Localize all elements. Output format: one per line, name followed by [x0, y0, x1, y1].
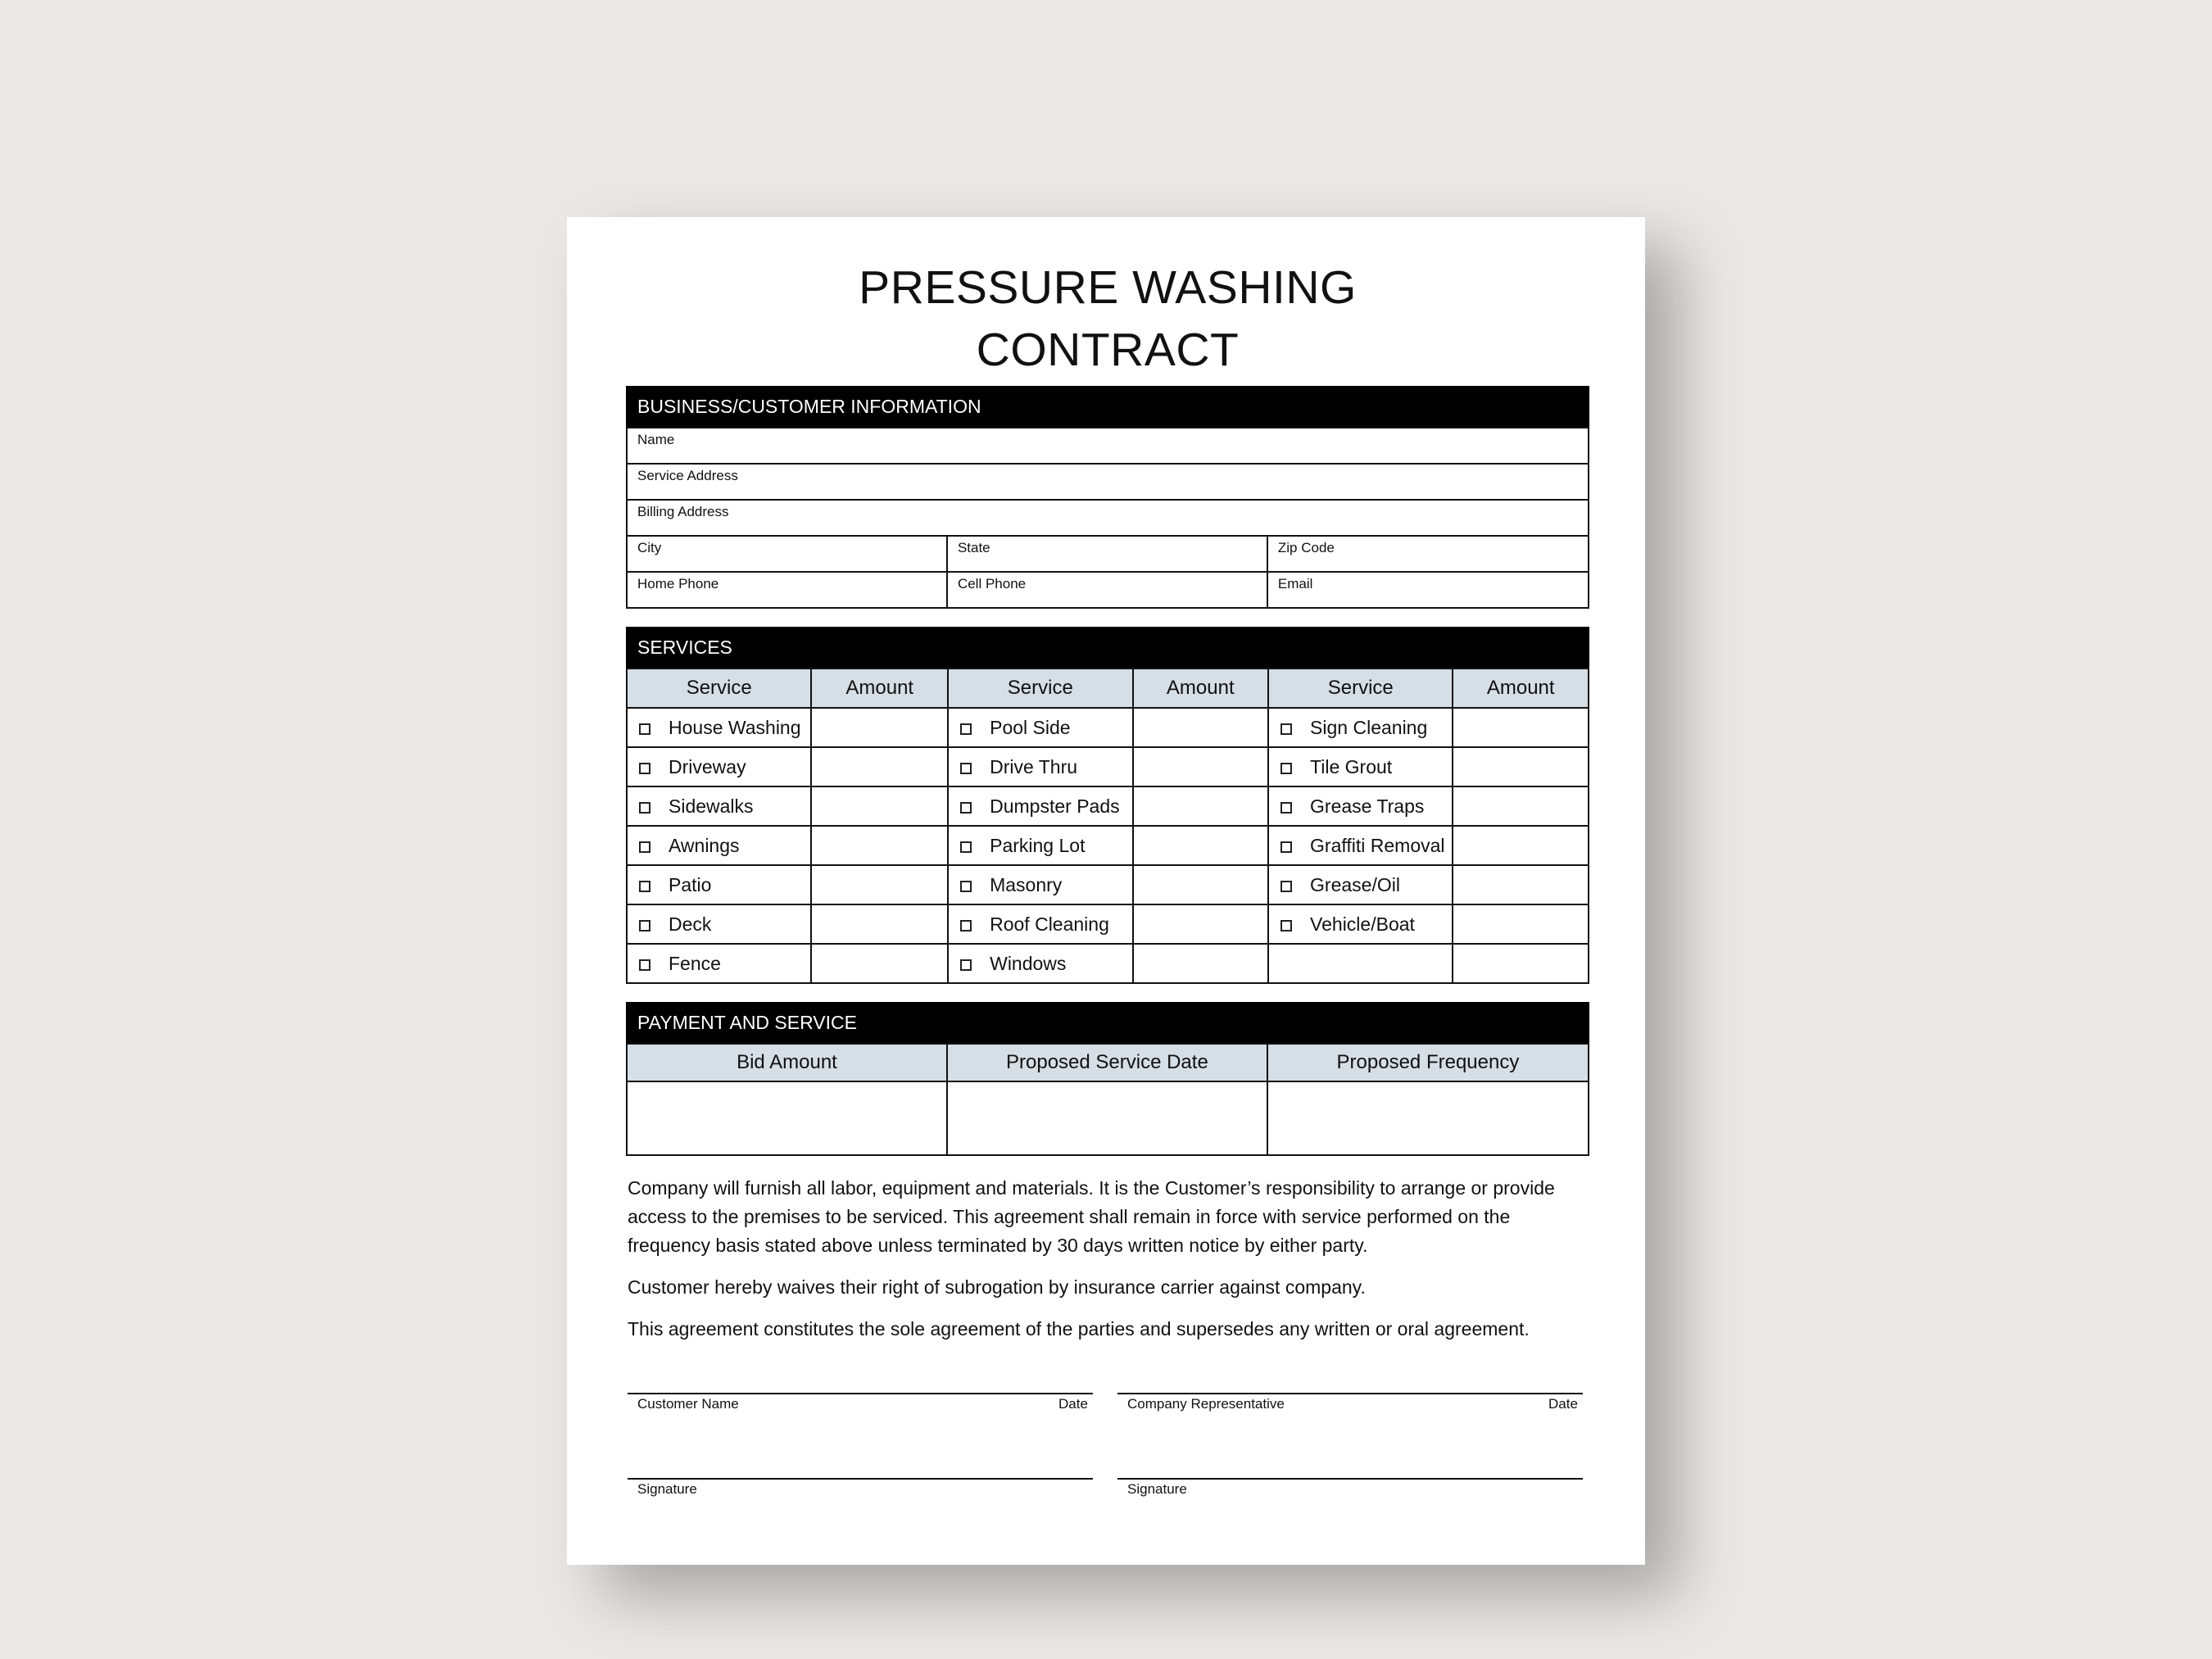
- service-checkbox[interactable]: [639, 881, 650, 892]
- terms-block: [626, 1174, 1589, 1344]
- service-cell[interactable]: [1268, 747, 1453, 786]
- terms-paragraph-2: Customer hereby waives their right of subrogation by insurance carrier against company.: [628, 1276, 1366, 1298]
- service-checkbox[interactable]: [1281, 763, 1292, 774]
- billing-address-label: Billing Address: [637, 504, 729, 519]
- amount-cell[interactable]: [1133, 747, 1269, 786]
- service-checkbox[interactable]: [1281, 802, 1292, 814]
- service-row: [627, 944, 1589, 983]
- service-label: Windows: [990, 952, 1067, 974]
- service-cell[interactable]: [627, 865, 811, 904]
- proposed-service-date-cell[interactable]: [947, 1081, 1267, 1155]
- amount-cell[interactable]: [1133, 708, 1269, 747]
- amount-cell[interactable]: [811, 708, 948, 747]
- amount-cell[interactable]: [811, 786, 948, 826]
- service-cell[interactable]: [1268, 786, 1453, 826]
- service-checkbox[interactable]: [1281, 723, 1292, 735]
- service-label: Tile Grout: [1310, 755, 1393, 777]
- service-label: Sign Cleaning: [1310, 716, 1428, 738]
- zip-field[interactable]: [1267, 536, 1589, 572]
- service-label: Driveway: [669, 755, 746, 777]
- state-field[interactable]: [947, 536, 1267, 572]
- payment-table: [626, 1043, 1589, 1156]
- company-signature-line[interactable]: [1117, 1478, 1583, 1480]
- zip-label: Zip Code: [1277, 540, 1335, 555]
- amount-cell[interactable]: [1453, 747, 1589, 786]
- service-column-header: Service: [1268, 669, 1453, 708]
- amount-column-header: Amount: [1133, 669, 1269, 708]
- service-cell[interactable]: [1268, 904, 1453, 944]
- name-label: Name: [637, 432, 675, 447]
- service-checkbox[interactable]: [639, 841, 650, 853]
- service-row: [627, 904, 1589, 944]
- services-table: [626, 668, 1589, 984]
- customer-signature-label: Signature: [637, 1481, 697, 1497]
- billing-address-field[interactable]: [627, 500, 1589, 536]
- business-section: [626, 386, 1589, 609]
- service-checkbox[interactable]: [639, 763, 650, 774]
- service-label: Grease Traps: [1310, 795, 1425, 817]
- proposed-frequency-header: Proposed Frequency: [1267, 1044, 1589, 1081]
- service-label: Graffiti Removal: [1310, 834, 1445, 856]
- amount-column-header: Amount: [811, 669, 948, 708]
- service-label: Sidewalks: [669, 795, 754, 817]
- service-column-header: Service: [948, 669, 1132, 708]
- service-checkbox[interactable]: [639, 920, 650, 931]
- amount-cell[interactable]: [811, 865, 948, 904]
- service-cell[interactable]: [1268, 865, 1453, 904]
- bid-amount-header: Bid Amount: [627, 1044, 947, 1081]
- service-address-label: Service Address: [637, 468, 738, 483]
- amount-cell[interactable]: [1453, 708, 1589, 747]
- services-section: [626, 627, 1589, 984]
- cell-phone-field[interactable]: [947, 572, 1267, 608]
- amount-cell[interactable]: [1133, 826, 1269, 865]
- customer-date-label: Date: [1058, 1396, 1088, 1412]
- service-label: Parking Lot: [990, 834, 1086, 856]
- amount-cell[interactable]: [1453, 865, 1589, 904]
- service-label: House Washing: [669, 716, 801, 738]
- service-checkbox[interactable]: [1281, 841, 1292, 853]
- contract-page: [567, 217, 1645, 1565]
- service-cell[interactable]: [1268, 708, 1453, 747]
- proposed-frequency-cell[interactable]: [1267, 1081, 1589, 1155]
- amount-cell[interactable]: [1133, 904, 1269, 944]
- service-column-header: Service: [627, 669, 811, 708]
- service-cell[interactable]: [627, 786, 811, 826]
- company-rep-label: Company Representative: [1127, 1396, 1285, 1412]
- home-phone-field[interactable]: [627, 572, 947, 608]
- amount-cell[interactable]: [1453, 826, 1589, 865]
- email-field[interactable]: [1267, 572, 1589, 608]
- service-address-field[interactable]: [627, 464, 1589, 500]
- service-cell: [1268, 944, 1453, 983]
- service-checkbox[interactable]: [639, 959, 650, 971]
- title-line-2: CONTRACT: [976, 324, 1240, 376]
- service-checkbox[interactable]: [639, 723, 650, 735]
- service-row: [627, 826, 1589, 865]
- service-checkbox[interactable]: [960, 920, 972, 931]
- customer-signature-line[interactable]: [628, 1478, 1093, 1480]
- service-label: Dumpster Pads: [990, 795, 1120, 817]
- service-cell[interactable]: [1268, 826, 1453, 865]
- state-label: State: [957, 540, 990, 555]
- service-row: [627, 786, 1589, 826]
- service-cell[interactable]: [948, 904, 1132, 944]
- amount-cell[interactable]: [1133, 944, 1269, 983]
- company-rep-line[interactable]: [1117, 1393, 1583, 1394]
- payment-section-header: PAYMENT AND SERVICE: [626, 1002, 1589, 1043]
- services-section-header: SERVICES: [626, 627, 1589, 668]
- terms-paragraph-3: This agreement constitutes the sole agreement of the parties and supersedes any written or oral agreement.: [628, 1318, 1530, 1339]
- document-title: [626, 256, 1589, 381]
- service-cell[interactable]: [948, 708, 1132, 747]
- service-checkbox[interactable]: [960, 959, 972, 971]
- service-cell[interactable]: [948, 865, 1132, 904]
- service-row: [627, 865, 1589, 904]
- service-checkbox[interactable]: [960, 841, 972, 853]
- terms-paragraph-1: Company will furnish all labor, equipment and materials. It is the Customer’s responsibility to arrange or provide access to the premises to be serviced. This agreement shall remain in force with service performed on the frequency basis stated above unless terminated by 30 days written notice by either party.: [628, 1177, 1555, 1256]
- company-signature-label: Signature: [1127, 1481, 1187, 1497]
- company-date-label: Date: [1548, 1396, 1578, 1412]
- service-checkbox[interactable]: [960, 723, 972, 735]
- city-field[interactable]: [627, 536, 947, 572]
- service-checkbox[interactable]: [960, 802, 972, 814]
- service-label: Deck: [669, 913, 712, 935]
- amount-cell[interactable]: [811, 747, 948, 786]
- service-label: Awnings: [669, 834, 740, 856]
- service-label: Masonry: [990, 873, 1063, 895]
- amount-cell[interactable]: [811, 904, 948, 944]
- service-row: [627, 708, 1589, 747]
- service-label: Grease/Oil: [1310, 873, 1400, 895]
- service-label: Vehicle/Boat: [1310, 913, 1415, 935]
- amount-cell[interactable]: [811, 944, 948, 983]
- service-cell[interactable]: [948, 826, 1132, 865]
- service-label: Drive Thru: [990, 755, 1078, 777]
- service-checkbox[interactable]: [960, 881, 972, 892]
- city-label: City: [637, 540, 662, 555]
- name-field[interactable]: [627, 428, 1589, 464]
- payment-section: [626, 1002, 1589, 1156]
- bid-amount-cell[interactable]: [627, 1081, 947, 1155]
- business-section-header: BUSINESS/CUSTOMER INFORMATION: [626, 386, 1589, 427]
- amount-cell[interactable]: [811, 826, 948, 865]
- service-row: [627, 747, 1589, 786]
- service-label: Roof Cleaning: [990, 913, 1109, 935]
- service-label: Patio: [669, 873, 712, 895]
- service-cell[interactable]: [948, 786, 1132, 826]
- service-label: Fence: [669, 952, 721, 974]
- service-checkbox[interactable]: [1281, 920, 1292, 931]
- amount-cell[interactable]: [1133, 786, 1269, 826]
- email-label: Email: [1277, 576, 1313, 592]
- cell-phone-label: Cell Phone: [957, 576, 1027, 592]
- home-phone-label: Home Phone: [637, 576, 719, 592]
- amount-cell[interactable]: [1453, 786, 1589, 826]
- service-cell[interactable]: [627, 826, 811, 865]
- service-cell[interactable]: [627, 904, 811, 944]
- business-info-table: [626, 427, 1589, 609]
- title-line-1: PRESSURE WASHING: [859, 261, 1357, 314]
- amount-cell[interactable]: [1453, 904, 1589, 944]
- service-checkbox[interactable]: [960, 763, 972, 774]
- customer-name-label: Customer Name: [637, 1396, 739, 1412]
- customer-name-line[interactable]: [628, 1393, 1093, 1394]
- service-checkbox[interactable]: [639, 802, 650, 814]
- amount-column-header: Amount: [1453, 669, 1589, 708]
- amount-cell[interactable]: [1453, 944, 1589, 983]
- service-cell[interactable]: [627, 708, 811, 747]
- service-label: Pool Side: [990, 716, 1071, 738]
- service-cell[interactable]: [948, 747, 1132, 786]
- amount-cell[interactable]: [1133, 865, 1269, 904]
- service-checkbox[interactable]: [1281, 881, 1292, 892]
- service-cell[interactable]: [948, 944, 1132, 983]
- signature-block: [626, 1393, 1589, 1557]
- service-cell[interactable]: [627, 747, 811, 786]
- proposed-service-date-header: Proposed Service Date: [947, 1044, 1267, 1081]
- service-cell[interactable]: [627, 944, 811, 983]
